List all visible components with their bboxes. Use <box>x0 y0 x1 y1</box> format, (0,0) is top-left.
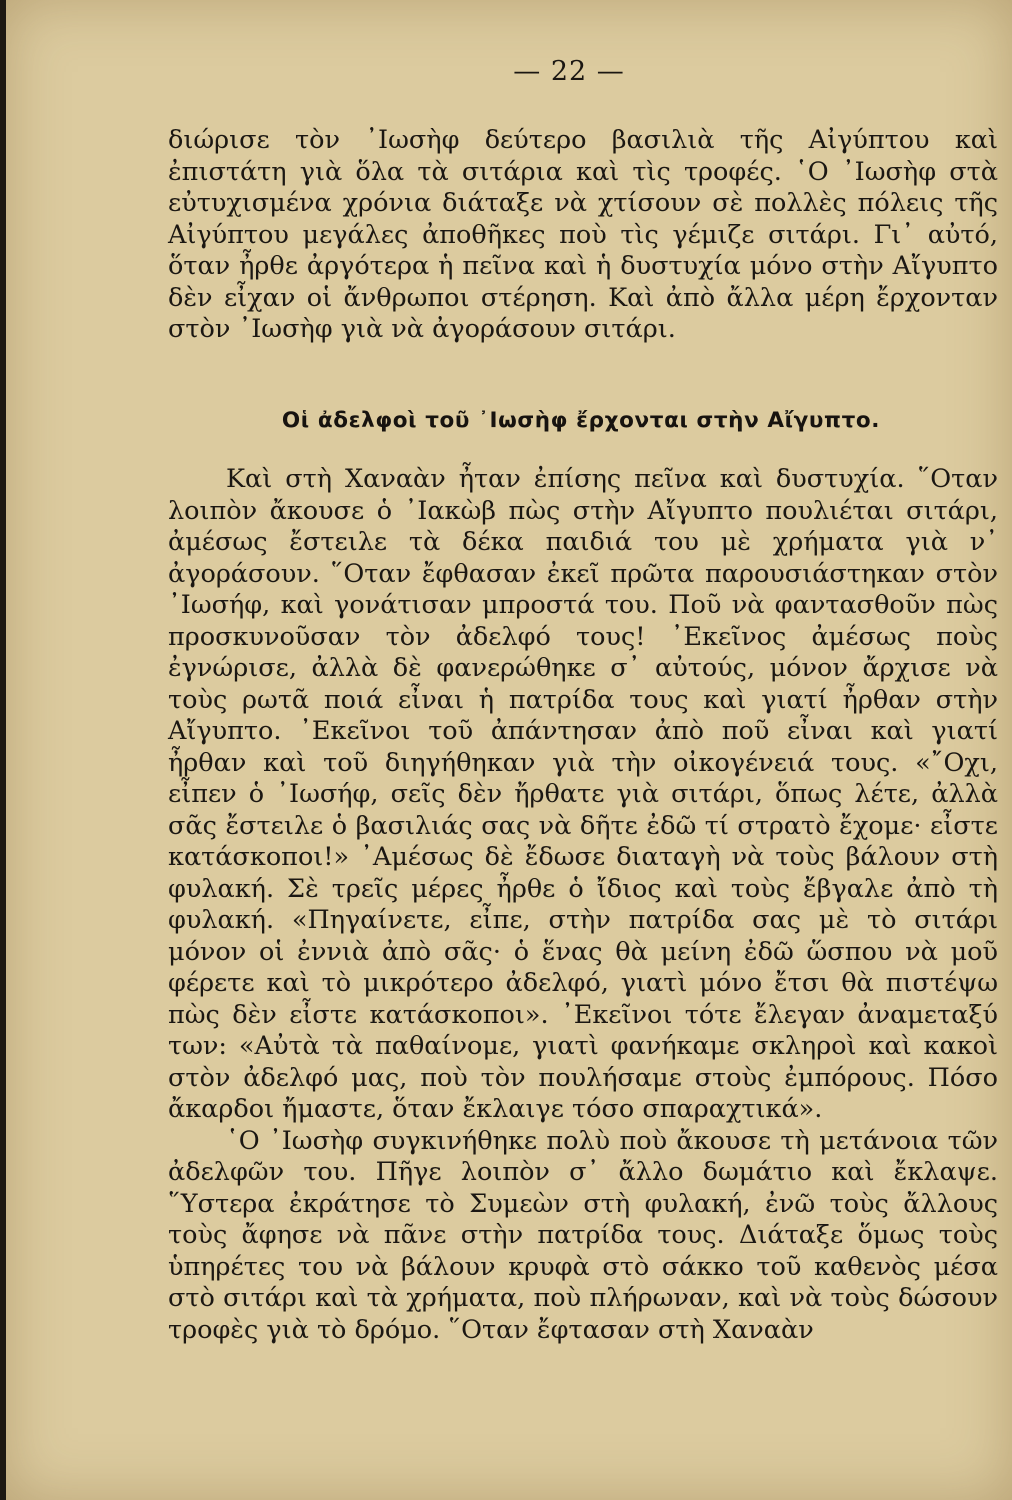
paragraph-2: ῾Ο ᾿Ιωσὴφ συγκινήθηκε πολὺ ποὺ ἄκουσε τὴ μετάνοια τῶν ἀδελφῶν του. Πῆγε λοιπὸν σ᾿ ἄλλο δωμάτιο καὶ ἔκλαψε. ῞Υστερα ἐκράτησε τὸ Συμεὼν στὴ φυλακή, ἐνῶ τοὺς ἄλλους τοὺς ἄφησε νὰ πᾶνε στὴν πατρίδα τους. Διάταξε ὅμως τοὺς ὑπηρέτες του νὰ βάλουν κρυφὰ στὸ σάκκο τοῦ καθενὸς μέσα στὸ σιτάρι καὶ τὰ χρήματα, ποὺ πλήρωναν, καὶ νὰ τοὺς δώσουν τροφὲς γιὰ τὸ δρόμο. ῞Οταν ἔφτασαν στὴ Χαναὰν <box>168 1125 998 1345</box>
intro-paragraph-block <box>168 125 998 346</box>
intro-paragraph: διώρισε τὸν ᾿Ιωσὴφ δεύτερο βασιλιὰ τῆς Αἰγύπτου καὶ ἐπιστάτη γιὰ ὅλα τὰ σιτάρια καὶ τὶς τροφές. ῾Ο ᾿Ιωσὴφ στὰ εὐτυχισμένα χρόνια διάταξε νὰ χτίσουν σὲ πολλὲς πόλεις τῆς Αἰγύπτου μεγάλες ἀποθῆκες ποὺ τὶς γέμιζε σιτάρι. Γι᾿ αὐτό, ὅταν ἦρθε ἀργότερα ἡ πεῖνα καὶ ἡ δυστυχία μόνο στὴν Αἴγυπτο δὲν εἶχαν οἱ ἄνθρωποι στέρηση. Καὶ ἀπὸ ἄλλα μέρη ἔρχονταν στὸν ᾿Ιωσὴφ γιὰ νὰ ἀγοράσουν σιτάρι. <box>168 125 998 344</box>
book-page <box>6 0 1012 1500</box>
page-number: — 22 — <box>513 56 625 87</box>
main-text-block <box>168 464 998 1346</box>
section-heading: Οἱ ἀδελφοὶ τοῦ ᾿Ιωσὴφ ἔρχονται στὴν Αἴγυπτο. <box>281 408 881 433</box>
paragraph-1: Καὶ στὴ Χαναὰν ἦταν ἐπίσης πεῖνα καὶ δυστυχία. ῞Οταν λοιπὸν ἄκουσε ὁ ᾿Ιακὼβ πὼς στὴν Αἴγυπτο πουλιέται σιτάρι, ἀμέσως ἔστειλε τὰ δέκα παιδιά του μὲ χρήματα γιὰ ν᾿ ἀγοράσουν. ῞Οταν ἔφθασαν ἐκεῖ πρῶτα παρουσιάστηκαν στὸν ᾿Ιωσήφ, καὶ γονάτισαν μπροστά του. Ποῦ νὰ φαντασθοῦν πὼς προσκυνοῦσαν τὸν ἀδελφό τους! ᾿Εκεῖνος ἀμέσως ποὺς ἐγνώρισε, ἀλλὰ δὲ φανερώθηκε σ᾿ αὐτούς, μόνον ἄρχισε νὰ τοὺς ρωτᾶ ποιά εἶναι ἡ πατρίδα τους καὶ γιατί ἦρθαν στὴν Αἴγυπτο. ᾿Εκεῖνοι τοῦ ἀπάντησαν ἀπὸ ποῦ εἶναι καὶ γιατί ἦρθαν καὶ τοῦ διηγήθηκαν γιὰ τὴν οἰκογένειά τους. «῎Οχι, εἶπεν ὁ ᾿Ιωσήφ, σεῖς δὲν ἤρθατε γιὰ σιτάρι, ὅπως λέτε, ἀλλὰ σᾶς ἔστειλε ὁ βασιλιάς σας νὰ δῆτε ἐδῶ τί στρατὸ ἔχομε· εἶστε κατάσκοποι!» ᾿Αμέσως δὲ ἔδωσε διαταγὴ νὰ τοὺς βάλουν στὴ φυλακή. Σὲ τρεῖς μέρες ἦρθε ὁ ἴδιος καὶ τοὺς ἔβγαλε ἀπὸ τὴ φυλακή. «Πηγαίνετε, εἶπε, στὴν πατρίδα σας μὲ τὸ σιτάρι μόνον οἱ ἐννιὰ ἀπὸ σᾶς· ὁ ἕνας θὰ μείνη ἐδῶ ὥσπου νὰ μοῦ φέρετε καὶ τὸ μικρότερο ἀδελφό, γιατὶ μόνο ἔτσι θὰ πιστέψω πὼς δὲν εἶστε κατάσκοποι». ᾿Εκεῖνοι τότε ἔλεγαν ἀναμεταξύ των: «Αὐτὰ τὰ παθαίνομε, γιατὶ φανήκαμε σκληροὶ καὶ κακοὶ στὸν ἀδελφό μας, ποὺ τὸν πουλήσαμε στοὺς ἐμπόρους. Πόσο ἄκαρδοι ἤμαστε, ὅταν ἔκλαιγε τόσο σπαραχτικά». <box>168 464 998 1124</box>
